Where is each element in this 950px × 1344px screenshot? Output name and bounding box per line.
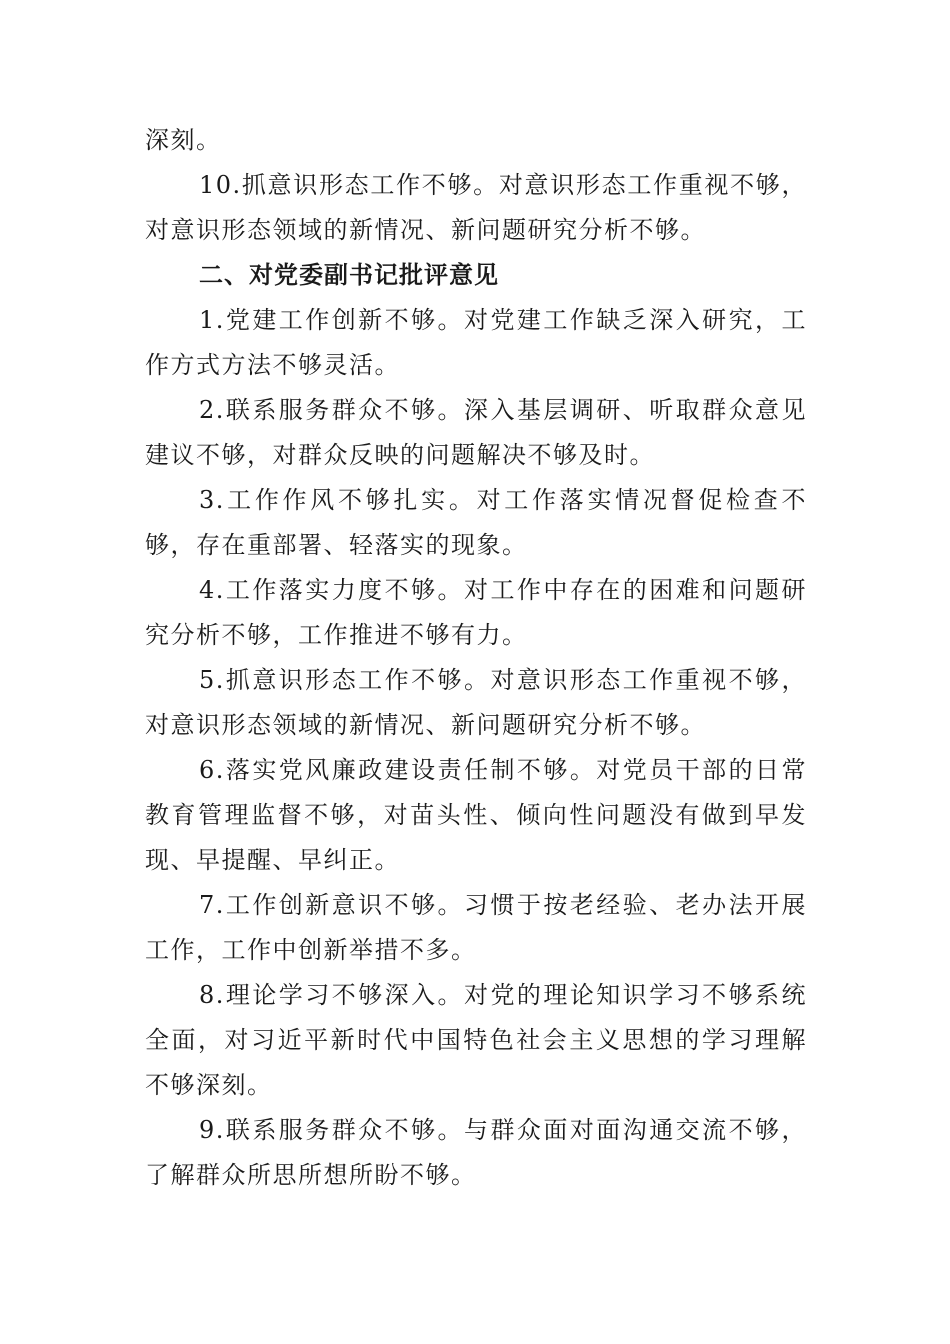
paragraph-item-1: 1.党建工作创新不够。对党建工作缺乏深入研究，工作方式方法不够灵活。: [145, 306, 807, 379]
continuation-text: 深刻。: [145, 126, 222, 154]
paragraph-item-5: 5.抓意识形态工作不够。对意识形态工作重视不够，对意识形态领域的新情况、新问题研究分析不够。: [145, 666, 807, 739]
paragraph-item-9: 9.联系服务群众不够。与群众面对面沟通交流不够，了解群众所思所想所盼不够。: [145, 1116, 807, 1189]
section-heading: 二、对党委副书记批评意见: [199, 261, 499, 289]
paragraph-item-10: 10.抓意识形态工作不够。对意识形态工作重视不够，对意识形态领域的新情况、新问题研究分析不够。: [145, 171, 807, 244]
paragraph-item-8: 8.理论学习不够深入。对党的理论知识学习不够系统全面，对习近平新时代中国特色社会主义思想的学习理解不够深刻。: [145, 981, 807, 1099]
paragraph-item-7: 7.工作创新意识不够。习惯于按老经验、老办法开展工作，工作中创新举措不多。: [145, 891, 807, 964]
paragraph-item-2: 2.联系服务群众不够。深入基层调研、听取群众意见建议不够，对群众反映的问题解决不够及时。: [145, 396, 807, 469]
paragraph-item-3: 3.工作作风不够扎实。对工作落实情况督促检查不够，存在重部署、轻落实的现象。: [145, 486, 807, 559]
paragraph-item-6: 6.落实党风廉政建设责任制不够。对党员干部的日常教育管理监督不够，对苗头性、倾向性问题没有做到早发现、早提醒、早纠正。: [145, 756, 807, 874]
paragraph-item-4: 4.工作落实力度不够。对工作中存在的困难和问题研究分析不够，工作推进不够有力。: [145, 576, 807, 649]
document-body: [145, 118, 807, 1198]
